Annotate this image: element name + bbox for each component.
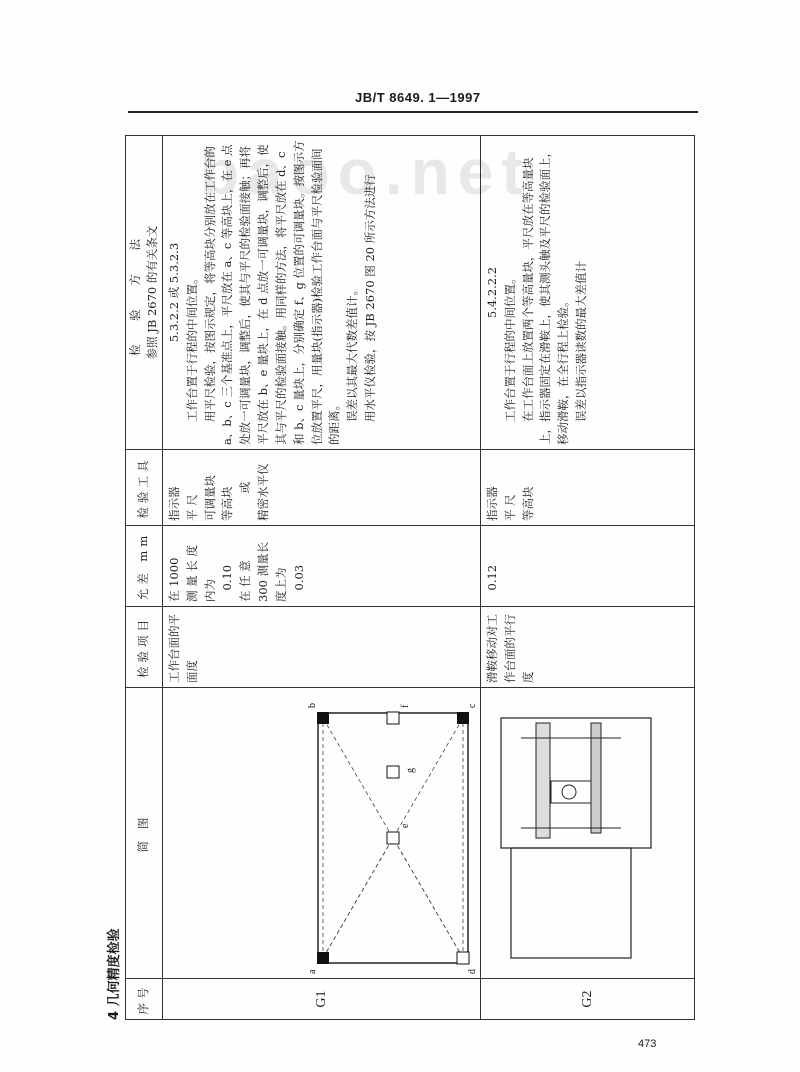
tool-item: 等高块 <box>220 486 235 521</box>
tool-item: 指示器 <box>485 486 499 521</box>
tolerance-line: 测 量 长 度 <box>184 545 199 602</box>
col-header-item: 检验项目 <box>126 607 163 688</box>
label-g: g <box>405 768 416 773</box>
tool-item: 平 尺 <box>502 494 517 521</box>
figure-cell <box>163 688 481 979</box>
tolerance-line: 内为 <box>202 579 217 602</box>
block-a <box>317 952 329 964</box>
method-reference: 参照 JB 2670 的有关条文 <box>145 225 159 360</box>
method-text: 用水平仪检验，按 JB 2670 图 20 所示方法进行 <box>362 174 377 422</box>
label-b: b <box>307 703 318 708</box>
tool-item: 可调量块 <box>202 475 217 521</box>
table-row <box>481 136 695 1020</box>
label-f: f <box>400 704 411 708</box>
method-text: 用平尺检验，按图示规定，将等高块分别放在工作台的 a、b、c 三个基准点上，平尺放在 a、c 等高块上，在 e 点处放一可调量块，调整后，使其与平尺的检验面接触；再将平尺放在 b、e 量块上，在 d 点放一可调量块，调整后，使其与平尺的检验面接触。用同样的方法，将平尺放在 d、c 和 b、c 量块上，分别确定 f、g 位置的可调量块。按图示方位放置平尺，用量块(指示器)检验工作台面与平尺检验面间的距离。 <box>202 140 342 445</box>
tolerance-line: 在 1000 <box>167 557 181 602</box>
label-e: e <box>400 823 411 828</box>
tolerance-line: 0.03 <box>291 564 306 591</box>
table-row <box>163 136 481 1020</box>
label-c: c <box>467 703 478 708</box>
method-text: 工作台置于行程的中间位置。 <box>502 272 517 422</box>
block-g <box>387 766 399 778</box>
inspection-table <box>125 135 695 1020</box>
column-outline <box>511 848 631 958</box>
tool-item: 或 <box>238 481 253 494</box>
header-rule <box>128 111 698 113</box>
rotated-table-region <box>107 135 695 1020</box>
block-f <box>387 712 399 724</box>
tolerance-line: 0.10 <box>220 564 235 591</box>
flatness-diagram <box>163 693 478 978</box>
item-cell: 滑鞍移动对工作台面的平行度 <box>481 607 695 688</box>
method-text: 误差以指示器读数的最大差值计 <box>574 261 589 422</box>
slide-saddle <box>551 781 591 803</box>
method-clause: 5.4.2.2.2 <box>485 266 499 319</box>
tolerance-cell <box>163 526 481 607</box>
method-cell <box>481 136 695 450</box>
item-cell: 工作台面的平面度 <box>163 607 481 688</box>
tolerance-line: 0.12 <box>485 564 499 591</box>
table-header-row <box>126 136 163 1020</box>
page-number: 473 <box>638 1038 657 1050</box>
tool-item: 指示器 <box>167 486 181 521</box>
method-clause: 5.3.2.2 或 5.3.2.3 <box>167 242 181 343</box>
row-number: G2 <box>481 979 695 1020</box>
watermark: baoo.net <box>200 136 531 208</box>
col-header-method <box>126 136 163 450</box>
adjustable-blocks <box>387 712 469 964</box>
tool-item: 等高块 <box>520 486 535 521</box>
block-d <box>457 952 469 964</box>
method-text: 误差以其最大代数差值计。 <box>345 284 360 422</box>
label-d: d <box>467 969 478 974</box>
worktable <box>591 723 601 833</box>
tools-cell <box>163 450 481 526</box>
figure-cell <box>481 688 695 979</box>
straightedge <box>536 723 550 838</box>
col-header-no: 序号 <box>126 979 163 1020</box>
parallelism-diagram <box>481 693 671 978</box>
col-header-tolerance: 允差 mm <box>126 526 163 607</box>
block-b <box>317 712 329 724</box>
standard-number-header: JB/T 8649. 1—1997 <box>355 90 481 105</box>
tool-item: 平 尺 <box>184 494 199 521</box>
tolerance-line: 在 任 意 <box>238 560 253 602</box>
method-cell <box>163 136 481 450</box>
tolerance-line: 300 测量长 <box>256 541 271 602</box>
label-a: a <box>307 969 318 974</box>
method-text: 在工作台面上放置两个等高量块，平尺放在等高量块上，指示器固定在滑鞍上，使其测头触及平尺的检验面上，移动滑鞍，在全行程上检验。 <box>520 146 571 445</box>
row-number: G1 <box>163 979 481 1020</box>
col-header-figure: 简 图 <box>126 688 163 979</box>
method-text: 工作台置于行程的中间位置。 <box>184 272 199 422</box>
block-c <box>457 712 469 724</box>
block-e <box>387 832 399 844</box>
tolerance-cell <box>481 526 695 607</box>
tolerance-line: 度上为 <box>273 567 288 602</box>
tools-cell <box>481 450 695 526</box>
col-header-tools: 检验工具 <box>126 450 163 526</box>
section-title: 4 几何精度检验 <box>107 928 122 1020</box>
method-title: 检 验 方 法 <box>127 229 142 356</box>
tool-item: 精密水平仪 <box>256 463 271 521</box>
